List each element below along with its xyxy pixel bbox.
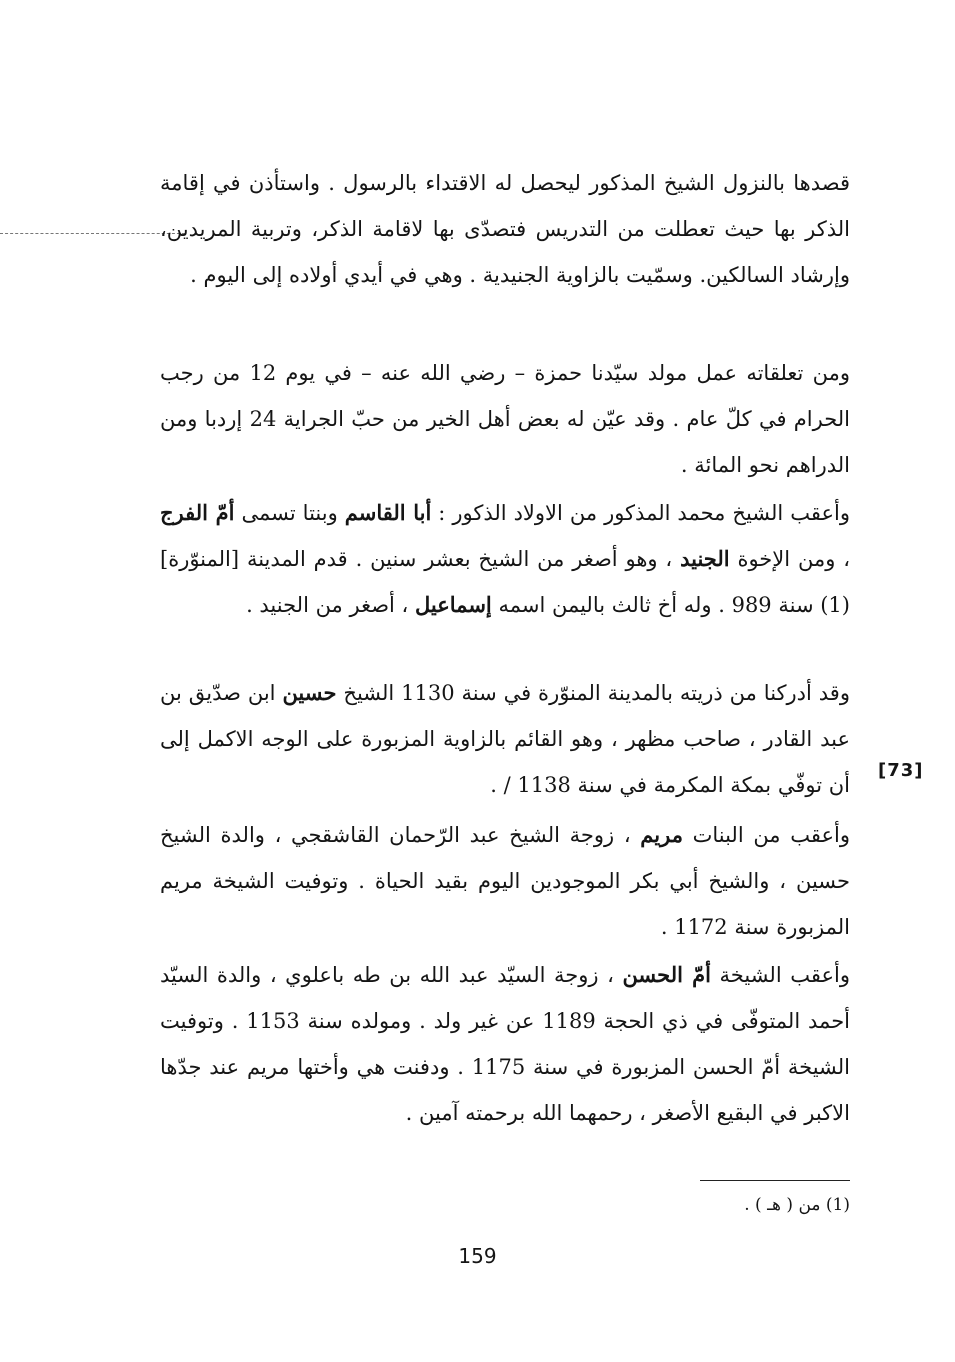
text-run: وأعقب من البنات bbox=[692, 823, 850, 847]
paragraph-2 bbox=[160, 350, 850, 488]
text-run: ، وهو أصغر من الشيخ بعشر سنين . قدم المدينة [المنوّرة] (1) سنة 989 . وله أخ ثالث باليمن اسمه bbox=[160, 547, 850, 617]
footnote: (1) من ( هـ ) . bbox=[744, 1195, 850, 1215]
name-abu-al-qasim: أبا القاسم bbox=[344, 500, 432, 525]
footnote-rule bbox=[700, 1180, 850, 1181]
paragraph-3 bbox=[160, 490, 850, 628]
text-run: ، زوجة الشيخ عبد الرّحمان القاشقجي ، والدة الشيخ حسين ، والشيخ أبي بكر الموجودين اليوم بقيد الحياة . وتوفيت الشيخة مريم المزبورة سنة 1172 . bbox=[160, 823, 850, 939]
text-run: ، أصغر من الجنيد . bbox=[246, 593, 409, 617]
text-run: ابن صدّيق بن عبد القادر ، صاحب مظهر ، وهو القائم بالزاوية المزبورة على الوجه الاكمل إلى أن توفّي بمكة المكرمة في سنة 1138 / . bbox=[160, 681, 850, 797]
page-number: 159 bbox=[458, 1244, 497, 1268]
text-run: وأعقب الشيخة bbox=[719, 963, 850, 987]
text-run: ، زوجة السيّد عبد الله بن طه باعلوي ، والدة السيّد أحمد المتوفّى في ذي الحجة 1189 عن غير ولد . ومولده سنة 1153 . وتوفيت الشيخة أمّ الحسن المزبورة في سنة 1175 . ودفنت هي وأختها مريم عند جدّها الاكبر في البقيع الأصغر ، رحمهما الله برحمته آمين . bbox=[160, 963, 851, 1125]
name-al-junayd: الجنيد bbox=[680, 546, 730, 571]
paragraph-5 bbox=[160, 812, 850, 950]
name-maryam: مريم bbox=[640, 822, 683, 847]
paragraph-1 bbox=[160, 160, 850, 298]
margin-page-reference: [73] bbox=[878, 760, 924, 781]
name-umm-al-faraj: أمّ الفرج bbox=[160, 500, 235, 525]
paragraph-1-text: قصدها بالنزول الشيخ المذكور ليحصل له الاقتداء بالرسول . واستأذن في إقامة الذكر بها حيث تعطلت من التدريس فتصدّى بها لاقامة الذكر، وتربية المريدين، وإرشاد السالكين. وسمّيت بالزاوية الجنيدية . وهي في أيدي أولاده إلى اليوم . bbox=[160, 171, 850, 287]
paragraph-4 bbox=[160, 670, 850, 808]
name-ismail: إسماعيل bbox=[415, 592, 492, 617]
paragraph-2-text: ومن تعلقاته عمل مولد سيّدنا حمزة – رضي الله عنه – في يوم 12 من رجب الحرام في كلّ عام . وقد عيّن له بعض أهل الخير من حبّ الجراية 24 إردبا ومن الدراهم نحو المائة . bbox=[160, 361, 851, 477]
paragraph-6 bbox=[160, 952, 850, 1136]
text-run: وأعقب الشيخ محمد المذكور من الاولاد الذكور : bbox=[438, 501, 850, 525]
scan-edge-rule bbox=[0, 233, 185, 234]
text-run: وبنتا تسمى bbox=[241, 501, 338, 525]
name-husayn: حسين bbox=[282, 680, 337, 705]
name-umm-al-hasan: أمّ الحسن bbox=[622, 962, 711, 987]
text-run: ، ومن الإخوة bbox=[737, 547, 850, 571]
text-run: وقد أدركنا من ذريته بالمدينة المنوّرة في سنة 1130 الشيخ bbox=[343, 681, 850, 705]
